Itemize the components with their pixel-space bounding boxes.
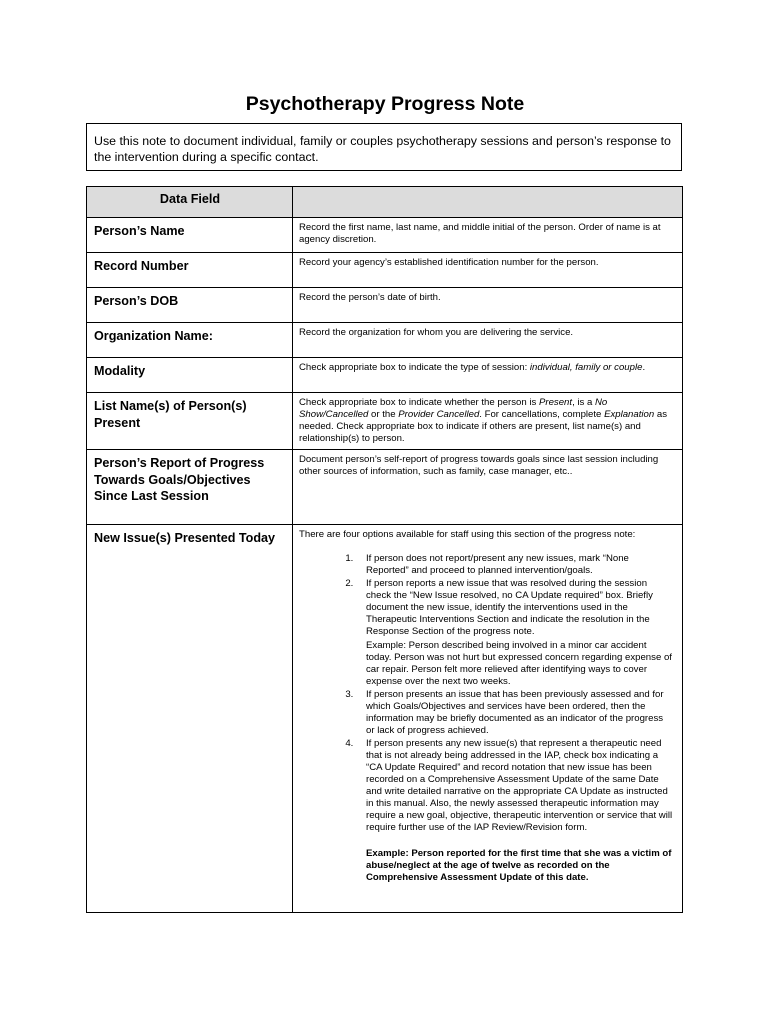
field-description: Document person’s self-report of progress towards goals since last session including other sources of information, such as family, case manager, etc.. bbox=[293, 450, 683, 525]
field-label: Modality bbox=[87, 358, 293, 393]
header-data-field: Data Field bbox=[87, 187, 293, 218]
list-item: 1. If person does not report/present any new issues, mark “None Reported” and proceed to planned intervention/goals. bbox=[356, 553, 674, 577]
table-row bbox=[87, 253, 683, 288]
field-description: Record the organization for whom you are delivering the service. bbox=[293, 323, 683, 358]
table-row bbox=[87, 393, 683, 450]
field-description: Record the person’s date of birth. bbox=[293, 288, 683, 323]
list-item: 2. If person reports a new issue that was resolved during the session check the “New Issue resolved, no CA Update required” box. Briefly document the new issue, identify the interventions used in the Therapeutic Interventions Section and indicate the resolution in the Response Section of the progress note. Example: Person described being involved in a minor car accident today. Person was not hurt but expressed concern regarding expense of car repair. Person felt more relieved after identifying ways to cover expense over the next two weeks. bbox=[356, 578, 674, 688]
field-label: New Issue(s) Presented Today bbox=[87, 525, 293, 913]
final-example: Example: Person reported for the first time that she was a victim of abuse/neglect at the age of twelve as recorded on the Comprehensive Assessment Update of this date. bbox=[366, 848, 672, 883]
table-row bbox=[87, 288, 683, 323]
field-label: Organization Name: bbox=[87, 323, 293, 358]
list-item: 3. If person presents an issue that has been previously assessed and for which Goals/Objectives and services have been ordered, then the information may be briefly documented as an indicator of the progress or lack of progress achieved. bbox=[356, 689, 674, 737]
table-row bbox=[87, 358, 683, 393]
field-description: Check appropriate box to indicate the type of session: individual, family or couple. bbox=[293, 358, 683, 393]
field-description bbox=[293, 525, 683, 913]
step-example: Example: Person described being involved in a minor car accident today. Person was not hurt but expressed concern regarding expense of car repair. Person felt more relieved after identifying ways to cover expense over the next two weeks. bbox=[366, 640, 672, 687]
table-row bbox=[87, 218, 683, 253]
page-title: Psychotherapy Progress Note bbox=[245, 93, 525, 115]
list-item: 4. If person presents any new issue(s) that represent a therapeutic need that is not already being addressed in the IAP, check box indicating a “CA Update Required” and record notation that new issue has been recorded on a Comprehensive Assessment Update of the same Date and write detailed narrative on the appropriate CA Update as instructed in this manual. Also, the newly assessed therapeutic information may require a new goal, objective, therapeutic intervention or service that will require further use of the IAP Review/Revision form. bbox=[356, 738, 674, 834]
field-label: List Name(s) of Person(s) Present bbox=[87, 393, 293, 450]
data-field-table bbox=[86, 186, 683, 913]
field-label: Person’s Name bbox=[87, 218, 293, 253]
field-description: Record the first name, last name, and middle initial of the person. Order of name is at agency discretion. bbox=[293, 218, 683, 253]
issues-intro: There are four options available for staff using this section of the progress note: bbox=[299, 529, 636, 540]
field-label: Person’s DOB bbox=[87, 288, 293, 323]
intro-box: Use this note to document individual, family or couples psychotherapy sessions and person’s response to the intervention during a specific contact. bbox=[86, 123, 682, 171]
field-label: Record Number bbox=[87, 253, 293, 288]
header-description bbox=[293, 187, 683, 218]
table-row bbox=[87, 323, 683, 358]
options-list bbox=[299, 553, 674, 834]
field-description: Check appropriate box to indicate whether the person is Present, is a No Show/Cancelled or the Provider Cancelled. For cancellations, complete Explanation as needed. Check appropriate box to indicate if others are present, list name(s) and relationship(s) to person. bbox=[293, 393, 683, 450]
table-row bbox=[87, 525, 683, 913]
table-row bbox=[87, 450, 683, 525]
table-header-row bbox=[87, 187, 683, 218]
field-description: Record your agency’s established identification number for the person. bbox=[293, 253, 683, 288]
field-label: Person’s Report of Progress Towards Goals/Objectives Since Last Session bbox=[87, 450, 293, 525]
